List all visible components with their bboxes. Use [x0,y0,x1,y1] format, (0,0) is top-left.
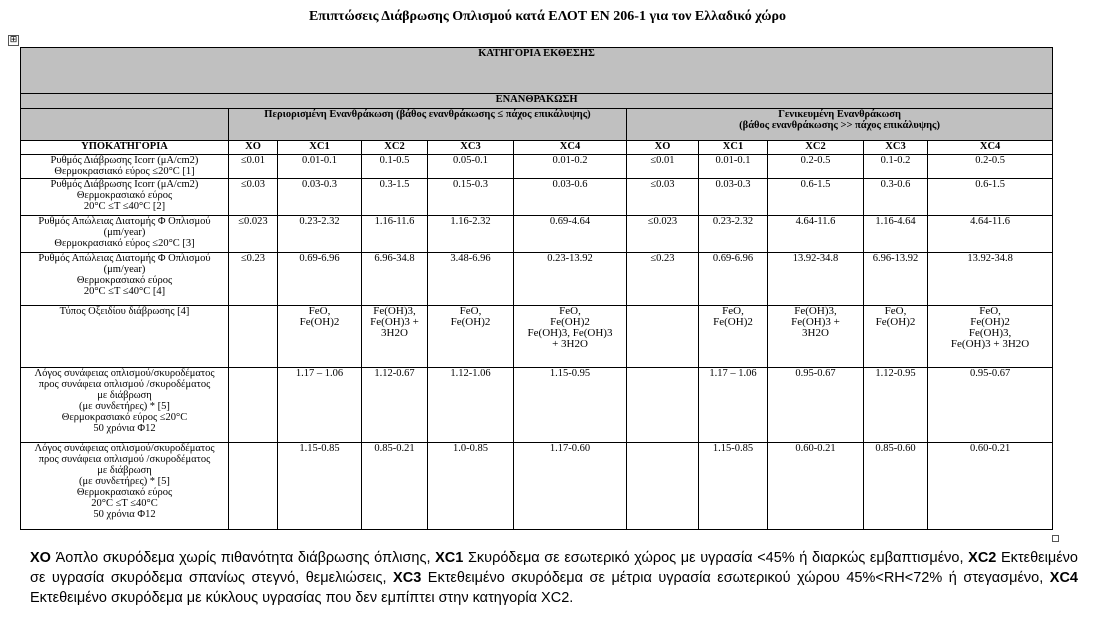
table-move-handle-icon[interactable]: ⊞ [9,35,18,45]
row-label-line: Ρυθμός Διάβρωσης Icorr (μA/cm2) [50,155,199,166]
table-row [21,368,1053,443]
row-label-line: Ρυθμός Απώλειας Διατομής Φ Οπλισμού [38,253,211,264]
table-cell [928,179,1053,216]
table-cell [229,155,278,179]
table-cell [864,179,928,216]
cell-value: 0.6-1.5 [800,179,831,190]
cell-value: 1.12-0.67 [374,368,415,379]
table-cell [229,179,278,216]
carbonation-header: ΕΝΑΝΘΡΑΚΩΣΗ [21,94,1053,109]
cell-value: Fe(OH)3 + 3H2O [950,338,1030,350]
table-cell [864,155,928,179]
legend-code: XC1 [435,550,464,566]
cell-value: 0.85-0.60 [875,443,916,454]
row-label-line: Θερμοκρασιακό εύρος [76,275,173,286]
row-label-line: (με συνδετήρες) * [5] [79,401,170,412]
cell-value: Fe(OH)2 [875,316,916,328]
table-cell [864,306,928,368]
table-cell [768,443,864,530]
cell-value: 0.1-0.5 [379,155,410,166]
row-label-line: Θερμοκρασιακό εύρος [76,487,173,498]
table-cell [362,368,428,443]
cell-value: 0.95-0.67 [969,368,1011,379]
table-cell [514,306,627,368]
table-cell [699,155,768,179]
cell-value: 4.64-11.6 [795,216,836,227]
cell-value: 0.1-0.2 [880,155,911,166]
cell-value: 0.01-0.1 [715,155,751,166]
cell-value: 1.17 – 1.06 [709,368,757,379]
cell-value: 0.23-2.32 [712,216,754,227]
cell-value: ≤0.01 [240,155,266,166]
row-label-line: Λόγος συνάφειας οπλισμού/σκυροδέματος [34,368,215,379]
page-title: Επιπτώσεις Διάβρωσης Οπλισμού κατά ΕΛΟΤ ΕΝ 206-1 για τον Ελλαδικό χώρο [308,9,787,24]
cell-value: 0.69-6.96 [712,253,754,264]
table-cell [627,155,699,179]
cell-value: 6.96-13.92 [872,253,919,264]
legend-code: XC4 [1049,570,1078,586]
row-label [21,306,229,368]
table-cell [362,179,428,216]
cell-value: FeO, [459,305,482,317]
row-label [21,179,229,216]
cell-value: ≤0.023 [238,216,268,227]
table-cell [768,368,864,443]
table-cell [699,368,768,443]
table-cell [278,216,362,253]
table-cell [627,306,699,368]
cell-value: 0.2-0.5 [975,155,1005,166]
row-label-line: Θερμοκρασιακό εύρος ≤20°C [61,412,188,423]
row-label [21,443,229,530]
table-cell [278,306,362,368]
column-header-xc3-8: XC3 [864,141,928,155]
general-carbonation-header: Γενικευμένη Ενανθράκωση (βάθος ενανθράκωσης >> πάχος επικάλυψης) [627,109,1053,141]
cell-value: 1.15-0.95 [549,368,591,379]
cell-value: 1.17 – 1.06 [295,368,344,379]
corrosion-table [20,47,1053,530]
table-row [21,443,1053,530]
row-label-line: 50 χρόνια Φ12 [93,509,156,520]
cell-value: 0.03-0.3 [715,179,751,190]
table-cell [428,368,514,443]
limited-carbonation-header: Περιορισμένη Ενανθράκωση (βάθος ενανθράκωσης ≤ πάχος επικάλυψης) [229,109,627,141]
header-spacer [21,109,229,141]
cell-value: 0.60-0.21 [969,443,1011,454]
cell-value: 3.48-6.96 [450,253,491,264]
cell-value: 0.05-0.1 [453,155,488,166]
table-cell [229,368,278,443]
table-cell [278,368,362,443]
cell-value: 0.15-0.3 [453,179,488,190]
cell-value: 0.03-0.6 [552,179,588,190]
column-header-xc2-7: XC2 [768,141,864,155]
cell-value: 1.12-1.06 [450,368,491,379]
row-label-line: Ρυθμός Απώλειας Διατομής Φ Οπλισμού [38,216,211,227]
cell-value: 1.15-0.85 [712,443,754,454]
table-cell [229,216,278,253]
table-cell [864,368,928,443]
row-label [21,253,229,306]
table-cell [362,216,428,253]
legend-description: Εκτεθειμένο σε υγρασία σκυρόδεμα σπανίως στεγνό, θεμελιώσεις, [30,550,1078,586]
row-label-line: (με συνδετήρες) * [5] [79,476,170,487]
cell-value: Fe(OH)2 [450,316,491,328]
cell-value: 3H2O [802,327,829,339]
table-cell [928,368,1053,443]
table-cell [229,253,278,306]
column-header-xc1-1: XC1 [278,141,362,155]
cell-value: 1.16-11.6 [374,216,415,227]
cell-value: 13.92-34.8 [792,253,839,264]
cell-value: FeO, [559,305,581,317]
row-label [21,368,229,443]
row-label-line: προς συνάφεια οπλισμού /σκυροδέματος [38,379,211,390]
column-header-xo-0: XO [229,141,278,155]
cell-value: ≤0.01 [650,155,675,166]
cell-value: 0.23-13.92 [547,253,593,264]
cell-value: Fe(OH)2 [970,316,1010,328]
table-cell [428,216,514,253]
cell-value: ≤0.03 [240,179,266,190]
column-header-xc4-4: XC4 [514,141,627,155]
column-header-xc4-9: XC4 [928,141,1053,155]
table-cell [627,253,699,306]
cell-value: 1.16-2.32 [450,216,491,227]
table-cell [514,443,627,530]
cell-value: ≤0.23 [650,253,675,264]
table-cell [428,253,514,306]
legend-description: Εκτεθειμένο σκυρόδεμα με κύκλους υγρασίας που δεν εμπίπτει στην κατηγορία XC2. [30,590,574,606]
row-label-line: Λόγος συνάφειας οπλισμού/σκυροδέματος [34,443,215,454]
table-cell [699,216,768,253]
cell-value: 0.3-0.6 [880,179,911,190]
table-cell [928,155,1053,179]
table-cell [428,306,514,368]
row-label-line: 50 χρόνια Φ12 [93,423,156,434]
column-header-xc1-6: XC1 [699,141,768,155]
cell-value: ≤0.23 [240,253,266,264]
cell-value: + 3H2O [552,338,588,350]
table-cell [768,306,864,368]
cell-value: Fe(OH)3, Fe(OH)3 [527,327,613,339]
legend-description: Εκτεθειμένο σκυρόδεμα σε μέτρια υγρασία εσωτερικού χώρου 45%<RH<72% ή στεγασμένο, [421,570,1050,586]
row-label-line: (μm/year) [103,264,146,275]
row-label-line: 20°C ≤T ≤40°C [4] [83,286,166,297]
table-cell [768,253,864,306]
legend-description: Άοπλο σκυρόδεμα χωρίς πιθανότητα διάβρωσης όπλισης, [50,550,436,566]
table-cell [627,179,699,216]
table-cell [428,155,514,179]
row-label [21,155,229,179]
cell-value: FeO, [884,305,907,317]
cell-value: FeO, [308,305,331,317]
table-cell [278,443,362,530]
cell-value: Fe(OH)3 + [791,316,840,328]
table-cell [768,155,864,179]
table-cell [278,253,362,306]
table-cell [928,253,1053,306]
cell-value: 0.03-0.3 [302,179,337,190]
table-cell [362,253,428,306]
table-cell [864,443,928,530]
cell-value: 4.64-11.6 [970,216,1010,227]
table-cell [362,306,428,368]
cell-value: 0.6-1.5 [975,179,1005,190]
table-cell [278,155,362,179]
table-cell [362,443,428,530]
table-cell [699,443,768,530]
table-cell [362,155,428,179]
cell-value: Fe(OH)3 + [370,316,419,328]
legend-code: XC2 [968,550,997,566]
table-cell [864,216,928,253]
table-cell [514,179,627,216]
legend-paragraph [30,548,1078,608]
cell-value: 0.01-0.2 [552,155,588,166]
cell-value: 0.95-0.67 [795,368,836,379]
row-label-line: με διάβρωση [97,390,152,401]
cell-value: Fe(OH)2 [550,316,590,328]
table-cell [428,443,514,530]
row-label-line: Θερμοκρασιακό εύρος [76,190,173,201]
cell-value: 0.69-4.64 [549,216,591,227]
table-cell [864,253,928,306]
row-label-line: με διάβρωση [97,465,152,476]
cell-value: ≤0.023 [647,216,678,227]
cell-value: FeO, [979,305,1001,317]
table-cell [627,368,699,443]
table-cell [514,216,627,253]
cell-value: 0.69-6.96 [299,253,340,264]
table-cell [514,368,627,443]
cell-value: 0.85-0.21 [374,443,415,454]
table-row [21,253,1053,306]
cell-value: 0.2-0.5 [800,155,831,166]
column-header-xc2-2: XC2 [362,141,428,155]
row-label-line: Τύπος Οξειδίου διάβρωσης [4] [59,306,190,317]
cell-value: 0.23-2.32 [299,216,340,227]
table-row [21,179,1053,216]
cell-value: Fe(OH)3, [794,305,837,317]
row-label-line: Ρυθμός Διάβρωσης Icorr (μA/cm2) [50,179,199,190]
table-cell [514,253,627,306]
column-header-xo-5: XO [627,141,699,155]
cell-value: 13.92-34.8 [967,253,1013,264]
table-cell [768,179,864,216]
table-cell [278,179,362,216]
row-label-line: (μm/year) [103,227,146,238]
table-cell [514,155,627,179]
table-cell [928,216,1053,253]
table-cell [928,443,1053,530]
cell-value: ≤0.03 [650,179,675,190]
row-label-line: 20°C ≤T ≤40°C [91,498,158,509]
cell-value: 1.15-0.85 [299,443,340,454]
table-cell [627,443,699,530]
cell-value: Fe(OH)3, [373,305,416,317]
table-cell [928,306,1053,368]
legend-description: Σκυρόδεμα σε εσωτερικό χώρος με υγρασία <45% ή διαρκώς εμβαπτισμένο, [463,550,969,566]
table-cell [699,179,768,216]
row-label-line: Θερμοκρασιακό εύρος ≤20°C [3] [54,238,195,249]
cell-value: 1.16-4.64 [875,216,916,227]
row-label-line: 20°C ≤T ≤40°C [2] [83,201,166,212]
cell-value: Fe(OH)2 [713,316,753,328]
cell-value: 0.3-1.5 [379,179,410,190]
table-cell [229,306,278,368]
table-cell [699,253,768,306]
table-cell [699,306,768,368]
table-row [21,216,1053,253]
table-cell [627,216,699,253]
cell-value: 1.12-0.95 [875,368,916,379]
cell-value: 1.17-0.60 [549,443,591,454]
table-cell [768,216,864,253]
cell-value: 6.96-34.8 [374,253,415,264]
cell-value: Fe(OH)3, [968,327,1012,339]
cell-value: 0.01-0.1 [302,155,337,166]
cell-value: 3H2O [381,327,408,339]
category-header: ΚΑΤΗΓΟΡΙΑ ΕΚΘΕΣΗΣ [21,48,1053,94]
row-label [21,216,229,253]
cell-value: 1.0-0.85 [453,443,488,454]
subcategory-label: ΥΠΟΚΑΤΗΓΟΡΙΑ [21,141,229,155]
cell-value: FeO, [722,305,744,317]
table-row [21,306,1053,368]
legend-code: XC3 [393,570,422,586]
table-resize-handle[interactable] [1052,535,1059,542]
cell-value: 0.60-0.21 [795,443,836,454]
column-header-xc3-3: XC3 [428,141,514,155]
table-cell [229,443,278,530]
cell-value: Fe(OH)2 [299,316,340,328]
row-label-line: Θερμοκρασιακό εύρος ≤20°C [1] [54,166,195,177]
legend-code: XO [30,550,51,566]
row-label-line: προς συνάφεια οπλισμού /σκυροδέματος [38,454,211,465]
table-row [21,155,1053,179]
table-cell [428,179,514,216]
